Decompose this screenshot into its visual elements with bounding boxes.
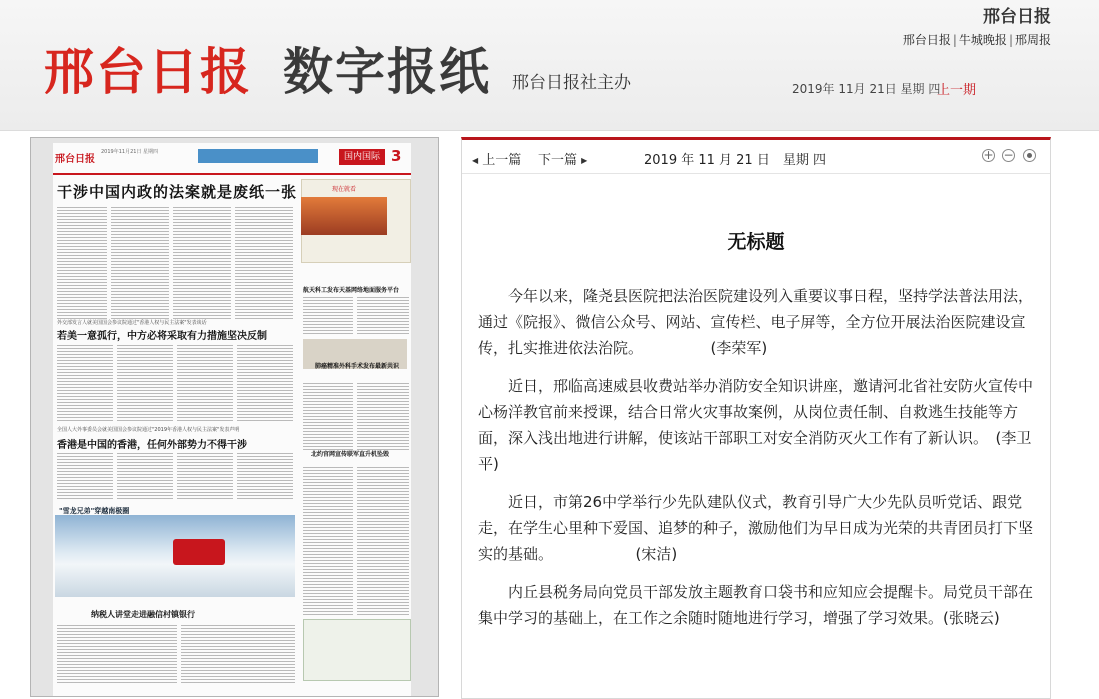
story-text[interactable] bbox=[303, 465, 353, 615]
story-text[interactable] bbox=[237, 343, 293, 423]
story-text[interactable] bbox=[57, 205, 107, 319]
story-headline[interactable]: 干涉中国内政的法案就是废纸一张 bbox=[57, 183, 298, 201]
zoom-in-icon[interactable]: + bbox=[983, 148, 994, 162]
top-brand: 邢台日报 bbox=[983, 7, 1051, 27]
issue-date: 2019年 11月 21日 星期 四 bbox=[792, 82, 941, 96]
story-kicker: 全国人大外事委员会就美国国会参议院通过"2019年香港人权与民主法案"发表声明 bbox=[57, 427, 240, 433]
article-paragraph: 近日，市第26中学举行少先队建队仪式，教育引导广大少先队员听党话、跟党走，在学生心里种下爱国、追梦的种子，激励他们为早日成为光荣的共青团员打下坚实的基础。 (宋洁) bbox=[478, 493, 1034, 563]
story-text[interactable] bbox=[177, 451, 233, 501]
article-paragraph: 内丘县税务局向党员干部发放主题教育口袋书和应知应会提醒卡。局党员干部在集中学习的基础上，在工作之余随时随地进行学习，增强了学习效果。(张晓云) bbox=[478, 583, 1034, 627]
triangle-right-icon: ▶ bbox=[581, 156, 588, 165]
prev-article-button[interactable] bbox=[472, 149, 521, 168]
story-headline[interactable]: 若美一意孤行，中方必将采取有力措施坚决反制 bbox=[57, 331, 267, 342]
article-toolbar bbox=[462, 140, 1050, 174]
page-date: 2019年11月21日 星期四 bbox=[101, 149, 159, 155]
newspaper-page-image[interactable] bbox=[53, 143, 411, 697]
logo-digital-newspaper: 数字报纸 bbox=[283, 42, 491, 101]
paper-links bbox=[903, 31, 1051, 48]
next-article-button[interactable] bbox=[538, 149, 587, 168]
masthead-ad bbox=[198, 149, 318, 163]
ad-photo bbox=[301, 197, 387, 235]
story-text[interactable] bbox=[177, 343, 233, 423]
story-text[interactable] bbox=[57, 623, 177, 683]
story-kicker: 外交部发言人就美国国会参议院通过"香港人权与民主法案"发表谈话 bbox=[57, 320, 207, 326]
link-separator: | bbox=[1008, 33, 1013, 47]
story-text[interactable] bbox=[303, 381, 353, 451]
story-text[interactable] bbox=[181, 623, 295, 683]
story-text[interactable] bbox=[235, 205, 293, 319]
page-logo: 邢台日报 bbox=[55, 154, 95, 165]
story-headline[interactable]: 香港是中国的香港，任何外部势力不得干涉 bbox=[57, 440, 247, 451]
link-xingtai-daily[interactable]: 邢台日报 bbox=[902, 33, 951, 47]
page-number: 3 bbox=[391, 147, 402, 165]
story-text[interactable] bbox=[237, 451, 293, 501]
side-headline[interactable]: 北约官网宣传联军直升机坠毁 bbox=[311, 451, 390, 458]
ship-icon bbox=[173, 539, 225, 565]
next-article-label: 下一篇 bbox=[538, 153, 578, 168]
story-text[interactable] bbox=[57, 343, 113, 423]
ad-block[interactable] bbox=[303, 619, 411, 681]
link-niucheng-evening[interactable]: 牛城晚报 bbox=[958, 33, 1007, 47]
story-text[interactable] bbox=[57, 451, 113, 501]
link-xing-weekly[interactable]: 邢周报 bbox=[1014, 33, 1051, 47]
story-text[interactable] bbox=[303, 295, 353, 335]
publisher-subtitle: 邢台日报社主办 bbox=[512, 73, 631, 93]
story-text[interactable] bbox=[111, 205, 169, 319]
side-headline[interactable]: 航天科工发布天基网络地面服务平台 bbox=[303, 287, 400, 294]
logo-xingtai-daily[interactable]: 邢台日报 bbox=[44, 42, 252, 101]
article-paragraph: 今年以来，隆尧县医院把法治医院建设列入重要议事日程，坚持学法普法用法，通过《院报》、微信公众号、网站、宣传栏、电子屏等，全方位开展法治医院建设宣传，扎实推进依法治院。 (李荣军) bbox=[478, 287, 1034, 357]
article-title: 无标题 bbox=[727, 231, 785, 253]
prev-issue-link[interactable]: 上一期 bbox=[937, 83, 977, 98]
zoom-reset-icon[interactable] bbox=[1023, 149, 1036, 162]
article-date: 2019 年 11 月 21 日 星期 四 bbox=[644, 153, 826, 168]
story-headline[interactable]: 纳税人讲堂走进融信村镇银行 bbox=[91, 610, 195, 619]
article-paragraph: 近日，邢临高速威县收费站举办消防安全知识讲座，邀请河北省社安防火宣传中心杨洋教官前来授课，结合日常火灾事故案例，从岗位责任制、自救逃生技能等方面，深入浅出地进行讲解，使该站干部职工对安全消防灭火工作有了新认识。 (李卫平) bbox=[478, 377, 1034, 473]
side-headline[interactable]: 肺癌精准外科手术发布最新共识 bbox=[315, 363, 400, 370]
page-masthead bbox=[53, 143, 411, 175]
prev-article-label: 上一篇 bbox=[482, 153, 522, 168]
story-text[interactable] bbox=[357, 381, 409, 451]
story-text[interactable] bbox=[173, 205, 231, 319]
story-text[interactable] bbox=[357, 465, 409, 615]
icebreaker-photo[interactable] bbox=[55, 515, 295, 597]
photo-caption[interactable]: "雪龙兄弟"穿越南极圈 bbox=[59, 507, 130, 515]
story-text[interactable] bbox=[117, 343, 173, 423]
ad-label: 现在就看 bbox=[332, 186, 357, 193]
newspaper-page-viewer[interactable] bbox=[30, 137, 439, 697]
section-label: 国内国际 bbox=[339, 149, 385, 165]
site-header bbox=[0, 0, 1099, 131]
link-separator: | bbox=[952, 33, 957, 47]
story-text[interactable] bbox=[117, 451, 173, 501]
zoom-out-icon[interactable]: − bbox=[1003, 148, 1014, 162]
story-text[interactable] bbox=[357, 295, 409, 335]
article-panel bbox=[461, 137, 1051, 699]
article-body bbox=[478, 283, 1040, 643]
triangle-left-icon: ◀ bbox=[472, 156, 479, 165]
